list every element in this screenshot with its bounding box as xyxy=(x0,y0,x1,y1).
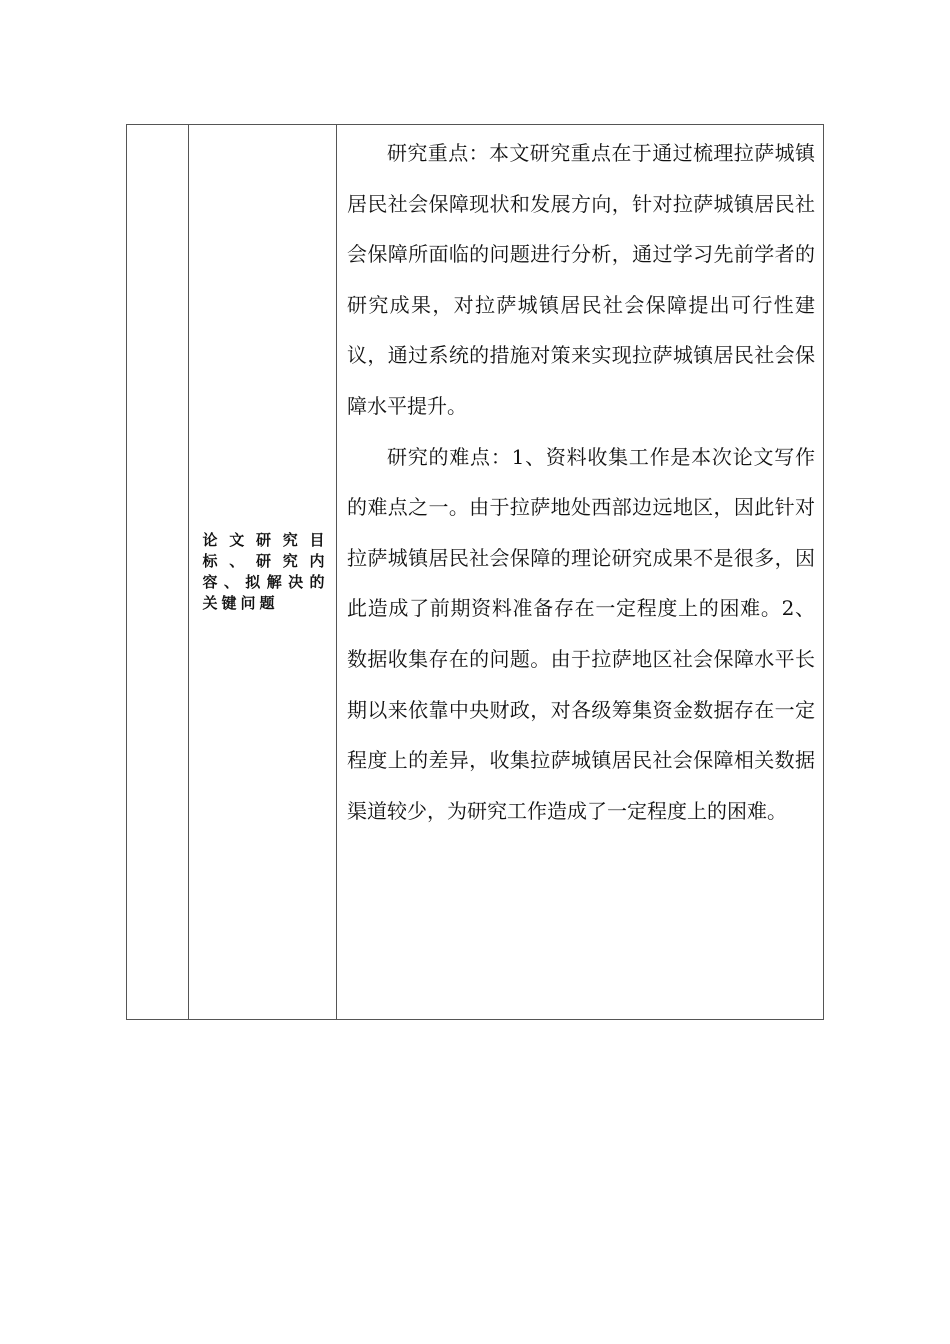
proposal-table xyxy=(126,124,824,1020)
paragraph-research-focus: 研究重点：本文研究重点在于通过梳理拉萨城镇居民社会保障现状和发展方向，针对拉萨城镇居民社会保障所面临的问题进行分析，通过学习先前学者的研究成果，对拉萨城镇居民社会保障提出可行性建议，通过系统的措施对策来实现拉萨城镇居民社会保障水平提升。 xyxy=(347,141,815,418)
table-label-cell xyxy=(189,125,337,1019)
table-blank-column xyxy=(127,125,189,1019)
row-label: 论文研究目标、研究内容、拟解决的关键问题 xyxy=(202,531,329,612)
paragraph-research-difficulties: 研究的难点：1、资料收集工作是本次论文写作的难点之一。由于拉萨地处西部边远地区，因此针对拉萨城镇居民社会保障的理论研究成果不是很多，因此造成了前期资料准备存在一定程度上的困难。2、数据收集存在的问题。由于拉萨地区社会保障水平长期以来依靠中央财政，对各级筹集资金数据存在一定程度上的差异，收集拉萨城镇居民社会保障相关数据渠道较少，为研究工作造成了一定程度上的困难。 xyxy=(347,444,815,823)
table-content-cell xyxy=(337,125,823,1019)
